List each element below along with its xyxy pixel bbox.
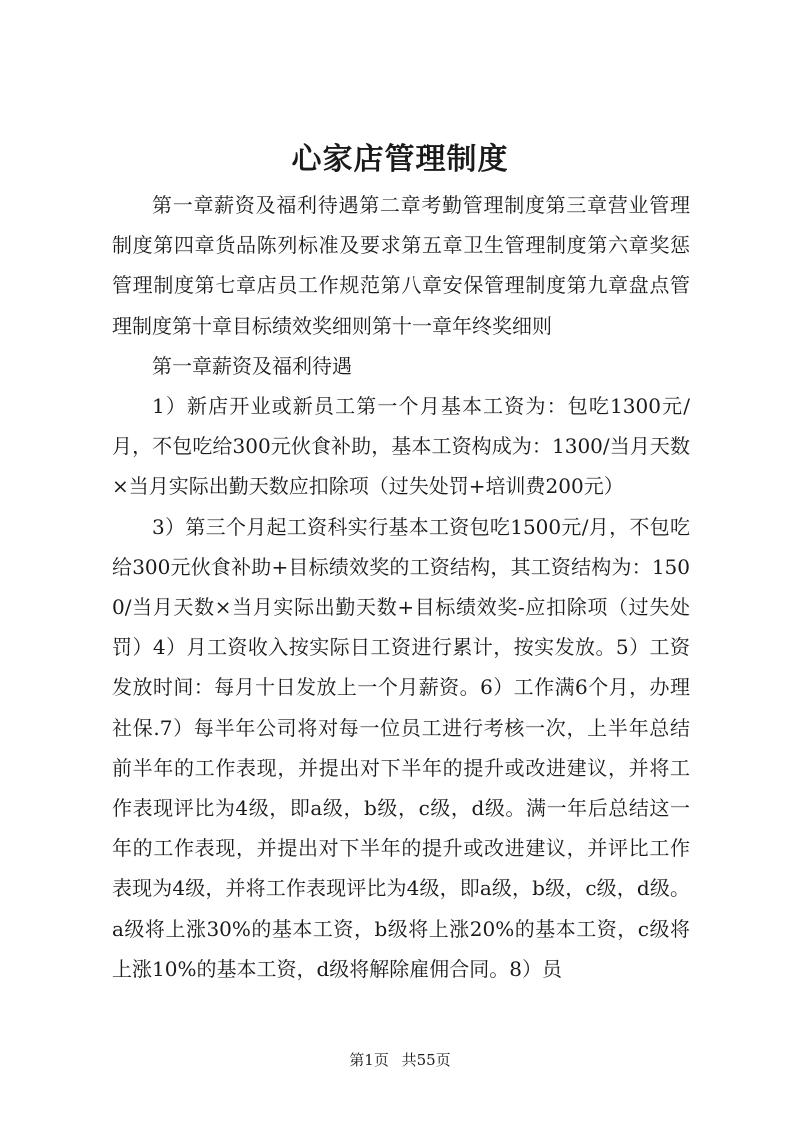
page-number: 第1页	[349, 1051, 389, 1069]
page-total: 共55页	[401, 1051, 451, 1069]
paragraph-item-3: 3）第三个月起工资科实行基本工资包吃1500元/月，不包吃给300元伙食补助+目标绩效奖的工资结构，其工资结构为：1500/当月天数×当月实际出勤天数+目标绩效奖-应扣除项（过失处罚）4）月工资收入按实际日工资进行累计，按实发放。5）工资发放时间：每月十日发放上一个月薪资。6）工作满6个月，办理社保.7）每半年公司将对每一位员工进行考核一次，上半年总结前半年的工作表现，并提出对下半年的提升或改进建议，并将工作表现评比为4级，即a级，b级，c级，d级。满一年后总结这一年的工作表现，并提出对下半年的提升或改进建议，并评比工作表现为4级，并将工作表现评比为4级，即a级，b级，c级，d级。a级将上涨30%的基本工资，b级将上涨20%的基本工资，c级将上涨10%的基本工资，d级将解除雇佣合同。8）员	[112, 514, 690, 981]
paragraph-item-1: 1）新店开业或新员工第一个月基本工资为：包吃1300元/月，不包吃给300元伙食补助，基本工资构成为：1300/当月天数×当月实际出勤天数应扣除项（过失处罚+培训费200元）	[112, 394, 690, 499]
page-footer	[0, 1050, 800, 1070]
document-title: 心家店管理制度	[291, 142, 509, 177]
paragraph-chapter-heading: 第一章薪资及福利待遇	[152, 353, 352, 378]
paragraph-chapter-list: 第一章薪资及福利待遇第二章考勤管理制度第三章营业管理制度第四章货品陈列标准及要求第五章卫生管理制度第六章奖惩管理制度第七章店员工作规范第八章安保管理制度第九章盘点管理制度第十章目标绩效奖细则第十一章年终奖细则	[112, 193, 690, 338]
document-body	[112, 185, 690, 989]
